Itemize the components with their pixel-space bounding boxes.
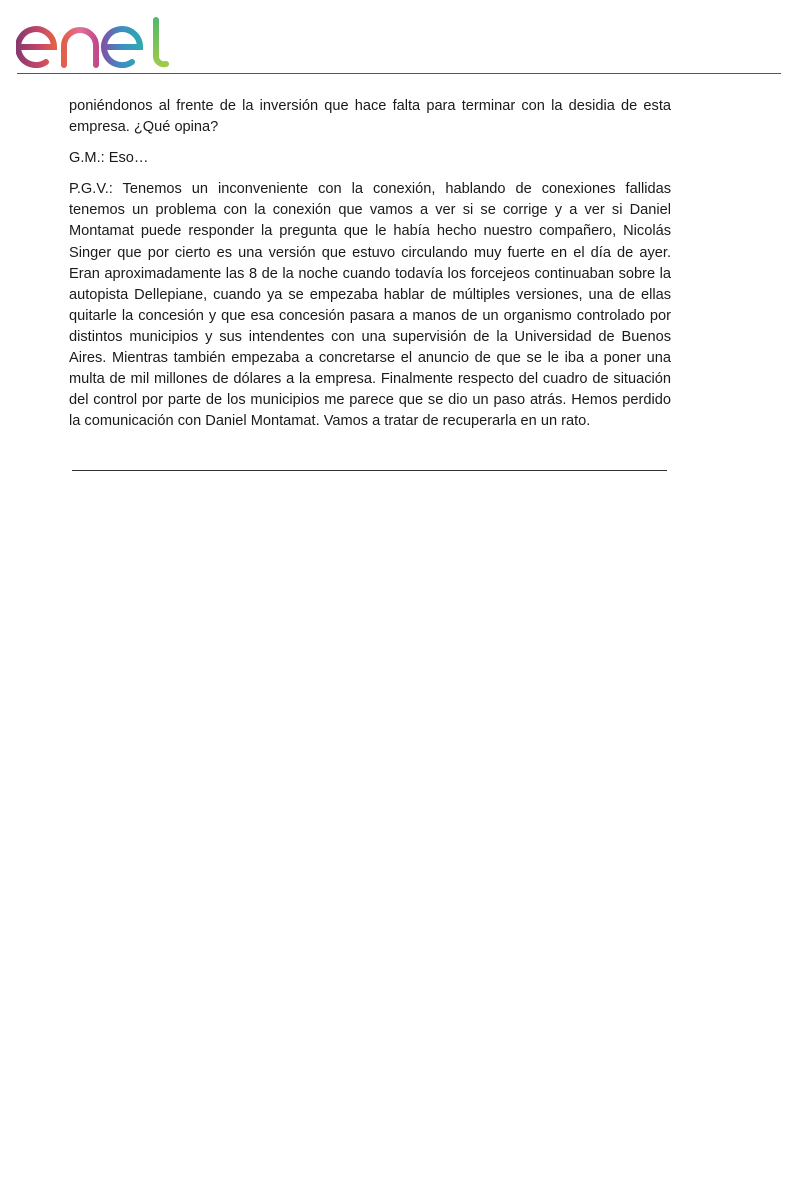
page-header	[0, 0, 800, 76]
paragraph-pgv: P.G.V.: Tenemos un inconveniente con la conexión, hablando de conexiones fallidas tenemos un problema con la conexión que vamos a ver si se corrige y a ver si Daniel Montamat puede responder la pregunta que le había hecho nuestro compañero, Nicolás Singer que por cierto es una versión que estuvo circulando muy fuerte en el día de ayer. Eran aproximadamente las 8 de la noche cuando todavía los forcejeos continuaban sobre la autopista Dellepiane, cuando ya se empezaba hablar de múltiples versiones, una de ellas quitarle la concesión y que esa concesión pasara a manos de un organismo controlado por distintos municipios y sus intendentes con una supervisión de la Universidad de Buenos Aires. Mientras también empezaba a concretarse el anuncio de que se le iba a poner una multa de mil millones de dólares a la empresa. Finalmente respecto del cuadro de situación del control por parte de los municipios me parece que se dio un paso atrás. Hemos perdido la comunicación con Daniel Montamat. Vamos a tratar de recuperarla en un rato.	[69, 181, 671, 430]
document-body	[69, 96, 671, 442]
paragraph-gm: G.M.: Eso…	[69, 150, 149, 167]
paragraph-continuation: poniéndonos al frente de la inversión que hace falta para terminar con la desidia de esta empresa. ¿Qué opina?	[69, 98, 671, 136]
header-divider	[17, 73, 781, 74]
enel-logo-icon	[16, 14, 172, 68]
footer-divider	[72, 470, 667, 471]
